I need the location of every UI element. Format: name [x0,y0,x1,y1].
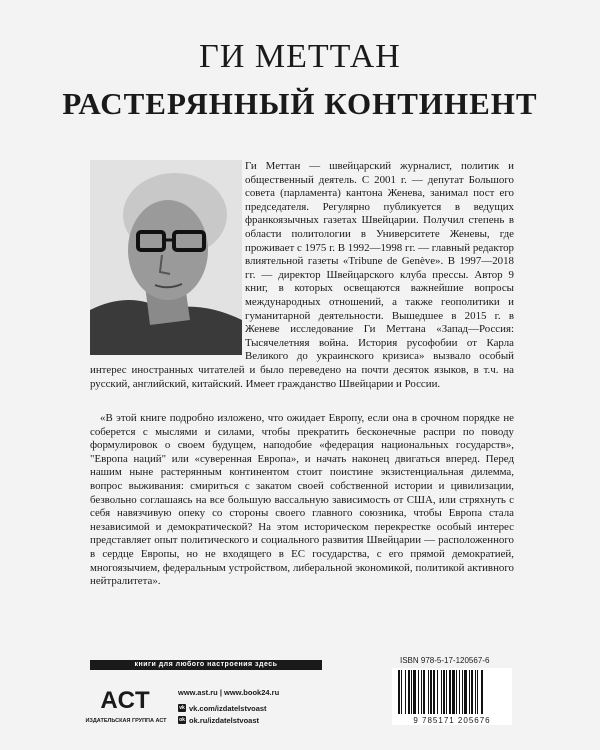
ok-icon: ok [179,717,185,723]
ast-logo-caption: ИЗДАТЕЛЬСКАЯ ГРУППА АСТ [85,718,167,724]
website-links[interactable]: www.ast.ru | www.book24.ru [178,687,280,697]
publisher-links [178,686,279,726]
author-bio-text: Ги Меттан — швейцарский журналист, политик и общественный деятель. С 2001 г. — депутат Большого совета (парламента) кантона Женева, занимал пост его председателя. Регулярно публикуется в ведущих франкоязычных газетах Швейцарии. Получил степень в области политологии в Университете Женевы, где проживает с 1975 г. В 1992—1998 гг. — главный редактор влиятельной газеты «Tribune de Genève». В 1997—2018 гг. — директор Швейцарского клуба прессы. Автор 9 книг, в которых освещаются важнейшие вопросы международных отношений, а также геополитики и гуманитарной деятельности. Вышедшее в 2015 г. в Женеве исследование Ги Меттана «Запад—Россия: Тысячелетняя война. История русофобии от Карла Великого до украинского кризиса» вызвало особый интерес иностранных читателей и было переведено на почти десяток языков, в т.ч. на русский, английский, китайский. Имеет гражданство Швейцарии и России. [90,160,514,390]
tagline-strip: книги для любого настроения здесь [90,660,322,670]
book-title: РАСТЕРЯННЫЙ КОНТИНЕНТ [62,86,538,121]
ok-link[interactable] [178,714,279,726]
vk-link[interactable] [178,702,279,714]
isbn-label: ISBN 978-5-17-120567-6 [400,656,490,665]
barcode-image [392,668,512,718]
vk-link-text: vk.com/izdatelstvoast [189,703,267,713]
barcode-digits: 9 785171 205676 [392,716,512,725]
author-bio [90,160,514,390]
book-quote: «В этой книге подробно изложено, что ожидает Европу, если она в срочном порядке не соберется с мыслями и силами, чтобы прекратить бесконечные распри по поводу формулировок о своем будущем, наподобие «федерация национальных государств», "Европа наций" или «суверенная Европа», и начать наконец двигаться вперед. Перед нашим ныне растерянным континентом стоит поистине экзистенциальная дилемма, вопрос выживания: смириться с закатом своей собственной истории и цивилизации, безвольно соглашаясь на все большую вассальную зависимость от США, или стряхнуть с себя навязчивую опеку со стороны своего главного союзника, чтобы Европа стала независимой и демократической? На этом историческом перекрестке особый интерес представляет опыт политического и социального развития Швейцарии — расположенного в сердце Европы, но не входящего в ЕС государства, с его прямой демократией, многоязычием, федеральным устройством, либеральной экономикой, политикой активного нейтралитета». [90,412,514,588]
ok-link-text: ok.ru/izdatelstvoast [189,715,260,725]
svg-text:ACT: ACT [100,687,150,714]
vk-icon: vk [179,705,185,711]
book-author: ГИ МЕТТАН [199,38,401,75]
